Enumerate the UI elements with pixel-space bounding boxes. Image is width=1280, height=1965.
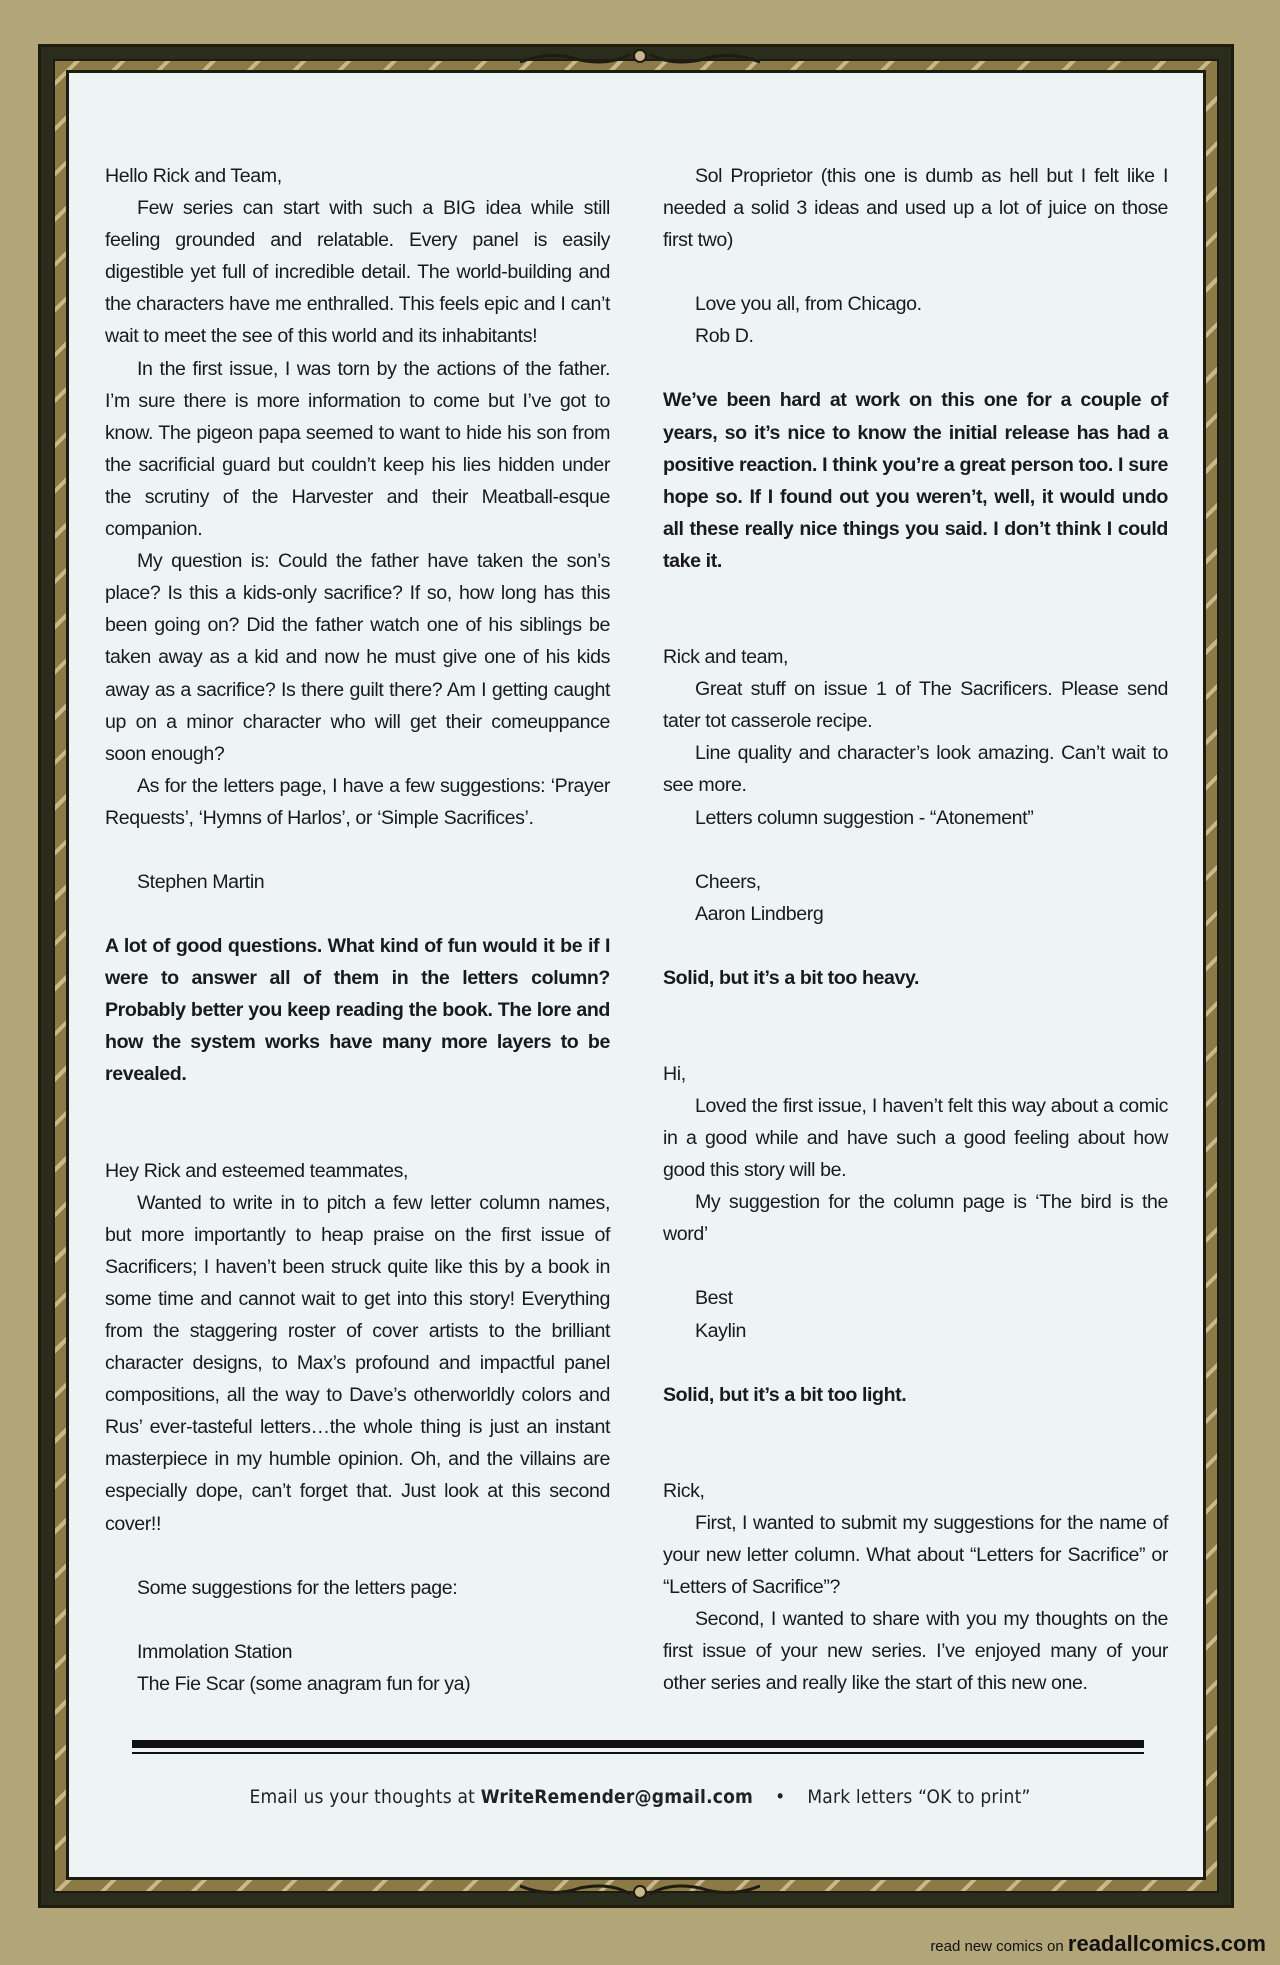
- name-suggestion: Immolation Station: [137, 1640, 293, 1663]
- contact-footer: [0, 1786, 1280, 1808]
- right-column: [663, 160, 1168, 1699]
- divider-rule-thin: [132, 1752, 1144, 1754]
- separator-dot: •: [775, 1786, 786, 1808]
- letter-closing: Cheers,: [695, 870, 761, 893]
- watermark-site: readallcomics.com: [1067, 1931, 1266, 1956]
- left-column: [105, 160, 610, 1700]
- letter-paragraph: First, I wanted to submit my suggestions for the name of your new letter column. What about “Letters for Sacrifice” or “Letters of Sacrifice”?: [663, 1511, 1168, 1598]
- letter-paragraph: Wanted to write in to pitch a few letter column names, but more importantly to heap praise on the first issue of Sacrificers; I haven’t been struck quite like this by a book in some time and cannot wait to get into this story! Everything from the staggering roster of cover artists to the brilliant character designs, to Max’s profound and impactful panel compositions, all the way to Dave’s otherworldly colors and Rus’ ever-tasteful letters…the whole thing is just an instant masterpiece in my humble opinion. Oh, and the villains are especially dope, can’t forget that. Just look at this second cover!!: [105, 1191, 610, 1535]
- frame-ornament-top: [520, 48, 760, 66]
- email-address[interactable]: WriteRemender@gmail.com: [480, 1786, 754, 1808]
- letter-greeting: Hello Rick and Team,: [105, 165, 282, 187]
- letter-greeting: Rick,: [663, 1479, 705, 1502]
- editor-reply: Solid, but it’s a bit too light.: [663, 1383, 907, 1406]
- editor-reply: Solid, but it’s a bit too heavy.: [663, 966, 920, 989]
- site-watermark[interactable]: [930, 1931, 1266, 1957]
- frame-ornament-bottom: [520, 1882, 760, 1900]
- letter-paragraph: Second, I wanted to share with you my thoughts on the first issue of your new series. I’ve enjoyed many of your other series and really like the start of this new one.: [663, 1608, 1168, 1695]
- letter-paragraph: In the first issue, I was torn by the actions of the father. I’m sure there is more information to come but I’ve got to know. The pigeon papa seemed to want to hide his son from the sacrificial guard but couldn’t keep his lies hidden under the scrutiny of the Harvester and their Meatball-esque companion.: [105, 357, 610, 541]
- letter-signature: Rob D.: [695, 325, 754, 348]
- footer-prefix: Email us your thoughts at: [249, 1786, 481, 1808]
- letter-paragraph: My question is: Could the father have taken the son’s place? Is this a kids-only sacrifice? If so, how long has this been going on? Did the father watch one of his siblings be taken away as a kid and now he must give one of his kids away as a sacrifice? Is there guilt there? Am I getting caught up on a minor character who will get their comeuppance soon enough?: [105, 550, 610, 765]
- letter-paragraph: Letters column suggestion - “Atonement”: [695, 806, 1034, 829]
- divider-rule: [132, 1740, 1144, 1748]
- letter-paragraph: Some suggestions for the letters page:: [137, 1576, 458, 1599]
- letter-paragraph: Few series can start with such a BIG idea while still feeling grounded and relatable. Every panel is easily digestible yet full of incredible detail. The world-building and the characters have me enthralled. This feels epic and I can’t wait to meet the see of this world and its inhabitants!: [105, 197, 610, 348]
- letter-closing: Best: [695, 1287, 733, 1310]
- name-suggestion: The Fie Scar (some anagram fun for ya): [137, 1672, 471, 1695]
- editor-reply: A lot of good questions. What kind of fun would it be if I were to answer all of them in the letters column? Probably better you keep reading the book. The lore and how the system works have many more layers to be revealed.: [105, 935, 610, 1086]
- letter-paragraph: Line quality and character’s look amazing. Can’t wait to see more.: [663, 742, 1168, 797]
- letter-signature: Stephen Martin: [137, 870, 265, 893]
- letter-signature: Kaylin: [695, 1319, 746, 1342]
- letter-paragraph: Loved the first issue, I haven’t felt this way about a comic in a good while and have such a good feeling about how good this story will be.: [663, 1094, 1168, 1182]
- name-suggestion: Sol Proprietor (this one is dumb as hell but I felt like I needed a solid 3 ideas and used up a lot of juice on those first two): [663, 165, 1168, 252]
- letter-signature: Aaron Lindberg: [695, 902, 824, 925]
- letter-paragraph: My suggestion for the column page is ‘The bird is the word’: [663, 1191, 1168, 1246]
- letter-paragraph: As for the letters page, I have a few suggestions: ‘Prayer Requests’, ‘Hymns of Harlos’, or ‘Simple Sacrifices’.: [105, 774, 610, 829]
- letter-greeting: Rick and team,: [663, 646, 789, 669]
- letter-paragraph: Great stuff on issue 1 of The Sacrificers. Please send tater tot casserole recipe.: [663, 678, 1168, 733]
- letter-closing: Love you all, from Chicago.: [695, 293, 922, 316]
- editor-reply: We’ve been hard at work on this one for a couple of years, so it’s nice to know the initial release has had a positive reaction. I think you’re a great person too. I sure hope so. If I found out you weren’t, well, it would undo all these really nice things you said. I don’t think I could take it.: [663, 389, 1168, 572]
- letter-greeting: Hi,: [663, 1062, 686, 1085]
- footer-note: Mark letters “OK to print”: [807, 1786, 1031, 1808]
- watermark-prefix: read new comics on: [930, 1938, 1068, 1955]
- letter-greeting: Hey Rick and esteemed teammates,: [105, 1159, 409, 1182]
